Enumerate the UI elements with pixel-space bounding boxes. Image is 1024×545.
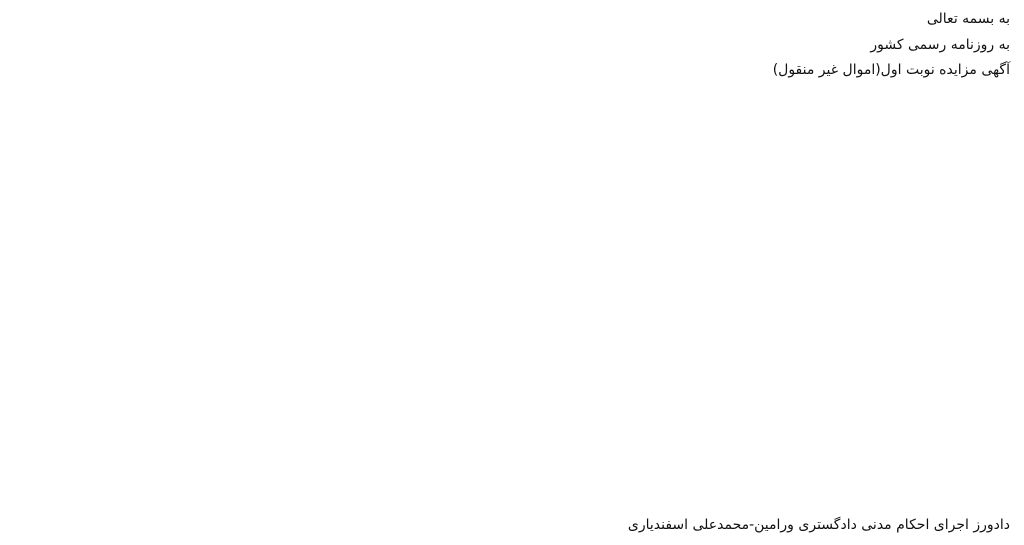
notice-body	[14, 89, 1010, 459]
basmala-line: به بسمه تعالی	[926, 11, 1010, 27]
notice-title: آگهی مزایده نوبت اول(اموال غیر منقول)	[772, 62, 1010, 79]
signature-line: دادورز اجرای احکام مدنی دادگستری ورامین-محمدعلی اسفندیاری	[627, 517, 1010, 533]
newspaper-line: به روزنامه رسمی کشور	[870, 36, 1010, 53]
